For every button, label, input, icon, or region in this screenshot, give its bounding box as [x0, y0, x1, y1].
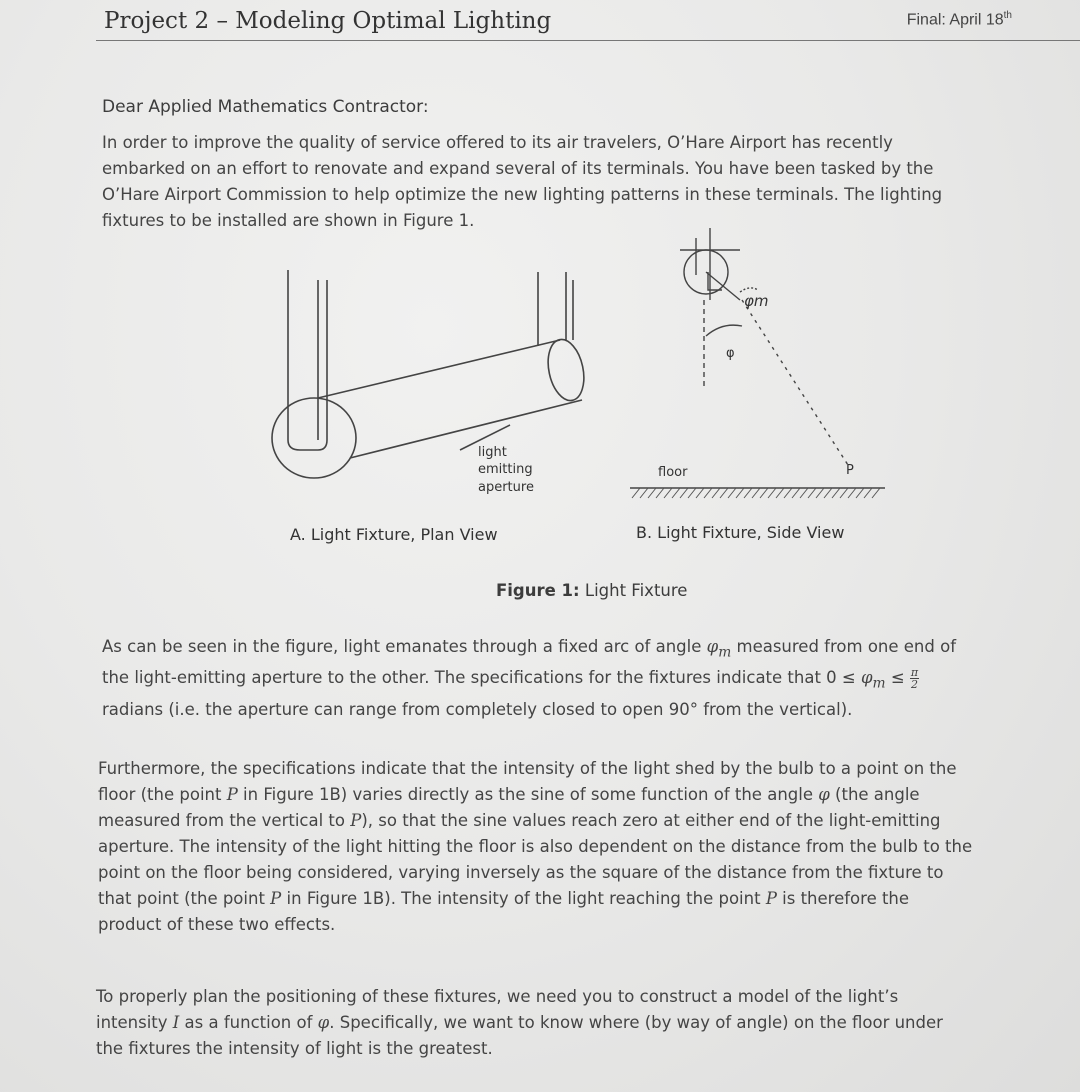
- intensity-line: point on the floor being considered, varying inversely as the square of the distance from the fixture to: [98, 863, 944, 882]
- request-line: To properly plan the positioning of these fixtures, we need you to construct a model of the light’s: [96, 987, 899, 1006]
- text-run: ), so that the sine values reach zero at either end of the light-emitting: [361, 811, 941, 830]
- point-p: P: [270, 889, 282, 908]
- label-emitting: emitting: [478, 462, 533, 477]
- point-p: P: [765, 889, 777, 908]
- intensity-line: aperture. The intensity of the light hitting the floor is also dependent on the distance from the bulb to the: [98, 837, 973, 856]
- intro-line: In order to improve the quality of service offered to its air travelers, O’Hare Airport has recently: [102, 133, 893, 152]
- aperture-paragraph: [102, 634, 1062, 723]
- due-date-suffix: th: [1003, 10, 1012, 21]
- intensity-paragraph: [98, 756, 1058, 938]
- text-run: ≤: [885, 668, 910, 688]
- due-date-text: Final: April 18: [906, 11, 1004, 29]
- aperture-line: [102, 634, 1062, 665]
- subscript-m: m: [872, 675, 886, 692]
- phi-symbol: φ: [317, 1013, 330, 1032]
- request-paragraph: [96, 984, 1056, 1062]
- plan-view-drawing: [272, 270, 589, 478]
- text-run: in Figure 1B) varies directly as the sine of some function of the angle: [237, 785, 819, 804]
- aperture-line: radians (i.e. the aperture can range from completely closed to open 90° from the vertical).: [102, 699, 853, 719]
- phi-symbol: φ: [706, 637, 719, 656]
- floor-hatching: [632, 488, 880, 498]
- intensity-line: [98, 782, 1058, 808]
- fraction-denominator: 2: [911, 678, 919, 692]
- text-run: the light-emitting aperture to the other. The specifications for the fixtures indicate that 0 ≤: [102, 668, 861, 688]
- page-title: Project 2 – Modeling Optimal Lighting: [104, 8, 552, 34]
- request-line: the fixtures the intensity of light is the greatest.: [96, 1039, 493, 1058]
- label-aperture: aperture: [478, 480, 534, 495]
- side-view-drawing: [630, 228, 885, 488]
- intensity-line: [98, 808, 1058, 834]
- text-run: (the angle: [829, 785, 920, 804]
- caption-plan-view: A. Light Fixture, Plan View: [290, 525, 498, 544]
- intensity-line: product of these two effects.: [98, 915, 336, 934]
- label-light: light: [478, 445, 507, 460]
- text-run: measured from one end of: [731, 637, 956, 656]
- text-run: measured from the vertical to: [98, 811, 351, 830]
- figure-caption-text: Light Fixture: [579, 581, 688, 600]
- point-p: P: [350, 811, 362, 830]
- text-run: in Figure 1B). The intensity of the light reaching the point: [281, 889, 766, 908]
- text-run: is therefore the: [776, 889, 910, 908]
- text-run: intensity: [96, 1013, 173, 1032]
- greeting: Dear Applied Mathematics Contractor:: [102, 97, 429, 117]
- phi-symbol: φ: [860, 668, 873, 688]
- text-run: that point (the point: [98, 889, 271, 908]
- intro-line: O’Hare Airport Commission to help optimize the new lighting patterns in these terminals. The lighting: [102, 185, 943, 204]
- text-run: floor (the point: [98, 785, 227, 804]
- label-floor: floor: [658, 465, 688, 480]
- text-run: as a function of: [179, 1013, 318, 1032]
- fraction-numerator: π: [910, 666, 919, 680]
- caption-side-view: B. Light Fixture, Side View: [636, 523, 845, 542]
- intensity-symbol: I: [172, 1013, 180, 1032]
- aperture-line: [102, 665, 1062, 696]
- request-line: [96, 1010, 1056, 1036]
- phi-symbol: φ: [818, 785, 830, 804]
- intensity-line: Furthermore, the specifications indicate that the intensity of the light shed by the bulb to a point on the: [98, 759, 957, 778]
- subscript-m: m: [718, 644, 732, 661]
- label-point-p: P: [846, 463, 854, 478]
- intro-line: embarked on an effort to renovate and expand several of its terminals. You have been tasked by the: [102, 159, 934, 178]
- intro-line: fixtures to be installed are shown in Figure 1.: [102, 211, 475, 230]
- figure-caption: [496, 581, 687, 600]
- text-run: . Specifically, we want to know where (by way of angle) on the floor under: [329, 1013, 943, 1032]
- intensity-line: [98, 886, 1058, 912]
- pi-over-two: [910, 667, 919, 690]
- label-phi: φ: [726, 346, 735, 361]
- figure-caption-label: Figure 1:: [496, 581, 580, 600]
- label-phi-m: φm: [744, 292, 769, 310]
- point-p: P: [226, 785, 238, 804]
- text-run: As can be seen in the figure, light emanates through a fixed arc of angle: [102, 637, 707, 656]
